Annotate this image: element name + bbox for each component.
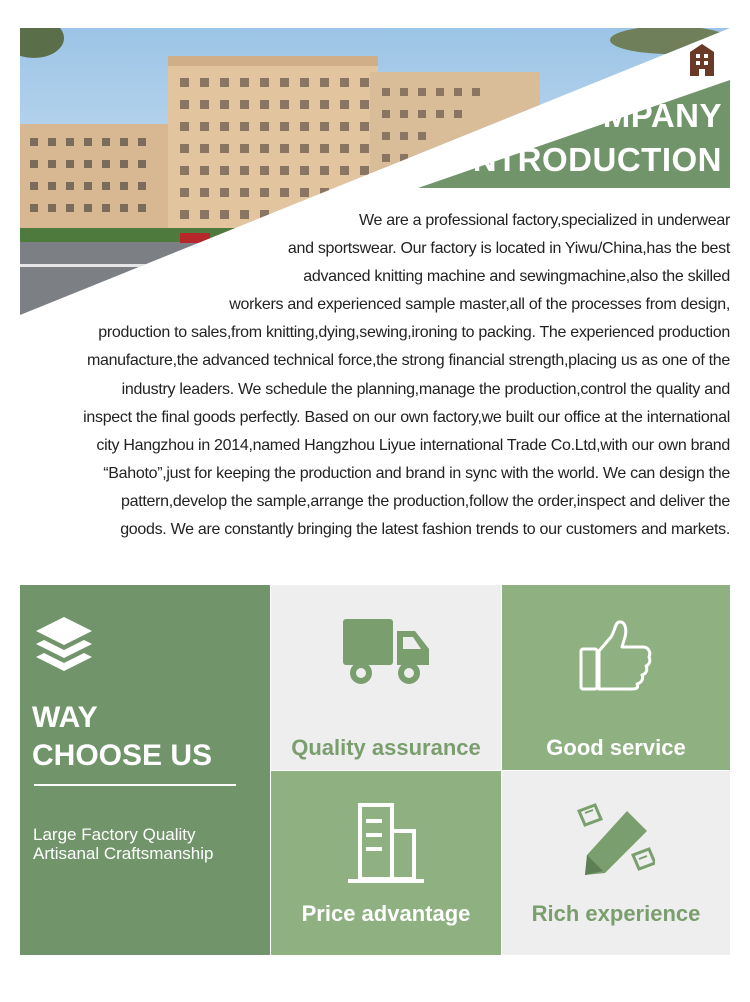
feature-good-service (502, 585, 730, 770)
paragraph-line: inspect the final goods perfectly. Based on our own factory,we built our office at the international (83, 408, 730, 426)
paragraph-line: city Hangzhou in 2014,named Hangzhou Liyue international Trade Co.Ltd,with our own brand (96, 436, 730, 454)
why-choose-us-section (20, 585, 730, 955)
company-introduction-section (20, 28, 730, 548)
paragraph-line: industry leaders. We schedule the planning,manage the production,control the quality and (121, 380, 730, 398)
why-choose-us-panel (20, 585, 270, 955)
divider (34, 784, 236, 786)
why-choose-us-heading (32, 699, 212, 775)
heading-line-choose-us: CHOOSE US (32, 739, 213, 772)
title-line-introduction: TNTRODUCTION (452, 141, 722, 178)
paragraph-line: production to sales,from knitting,dying,sewing,ironing to packing. The experienced production (98, 324, 730, 342)
paragraph-line: workers and experienced sample master,all of the processes from design, (229, 296, 730, 314)
feature-quality-assurance (271, 585, 501, 770)
delivery-truck-icon (343, 619, 429, 685)
feature-label: Rich experience (531, 901, 701, 926)
introduction-paragraph (20, 207, 730, 544)
layers-icon (34, 615, 94, 679)
feature-label: Quality assurance (291, 735, 481, 760)
paragraph-line: pattern,develop the sample,arrange the production,follow the order,inspect and deliver the (121, 492, 730, 510)
building-price-icon (346, 801, 426, 885)
building-icon (686, 42, 718, 76)
why-choose-us-subtitle (33, 825, 213, 863)
paragraph-line: goods. We are constantly bringing the latest fashion trends to our customers and markets. (120, 521, 730, 539)
paragraph-line: “Bahoto”,just for keeping the production and brand in sync with the world. We can design the (103, 464, 730, 482)
paragraph-line: advanced knitting machine and sewingmachine,also the skilled (303, 268, 730, 286)
feature-label: Good service (546, 735, 686, 760)
paragraph-line: manufacture,the advanced technical force,the strong financial strength,placing us as one of the (86, 352, 730, 370)
paragraph-line: and sportswear. Our factory is located in Yiwu/China,has the best (287, 240, 730, 258)
feature-rich-experience (502, 771, 730, 955)
pencil-experience-icon (577, 803, 655, 881)
company-introduction-title (362, 94, 722, 182)
thumbs-up-icon (579, 619, 653, 691)
feature-label: Price advantage (301, 901, 471, 926)
subtitle-line: Large Factory Quality (33, 825, 196, 844)
feature-price-advantage (271, 771, 501, 955)
paragraph-line: We are a professional factory,specialized in underwear (359, 212, 730, 229)
title-line-company: COMPANY (552, 97, 722, 134)
heading-line-way: WAY (32, 701, 98, 734)
subtitle-line: Artisanal Craftsmanship (33, 844, 214, 863)
